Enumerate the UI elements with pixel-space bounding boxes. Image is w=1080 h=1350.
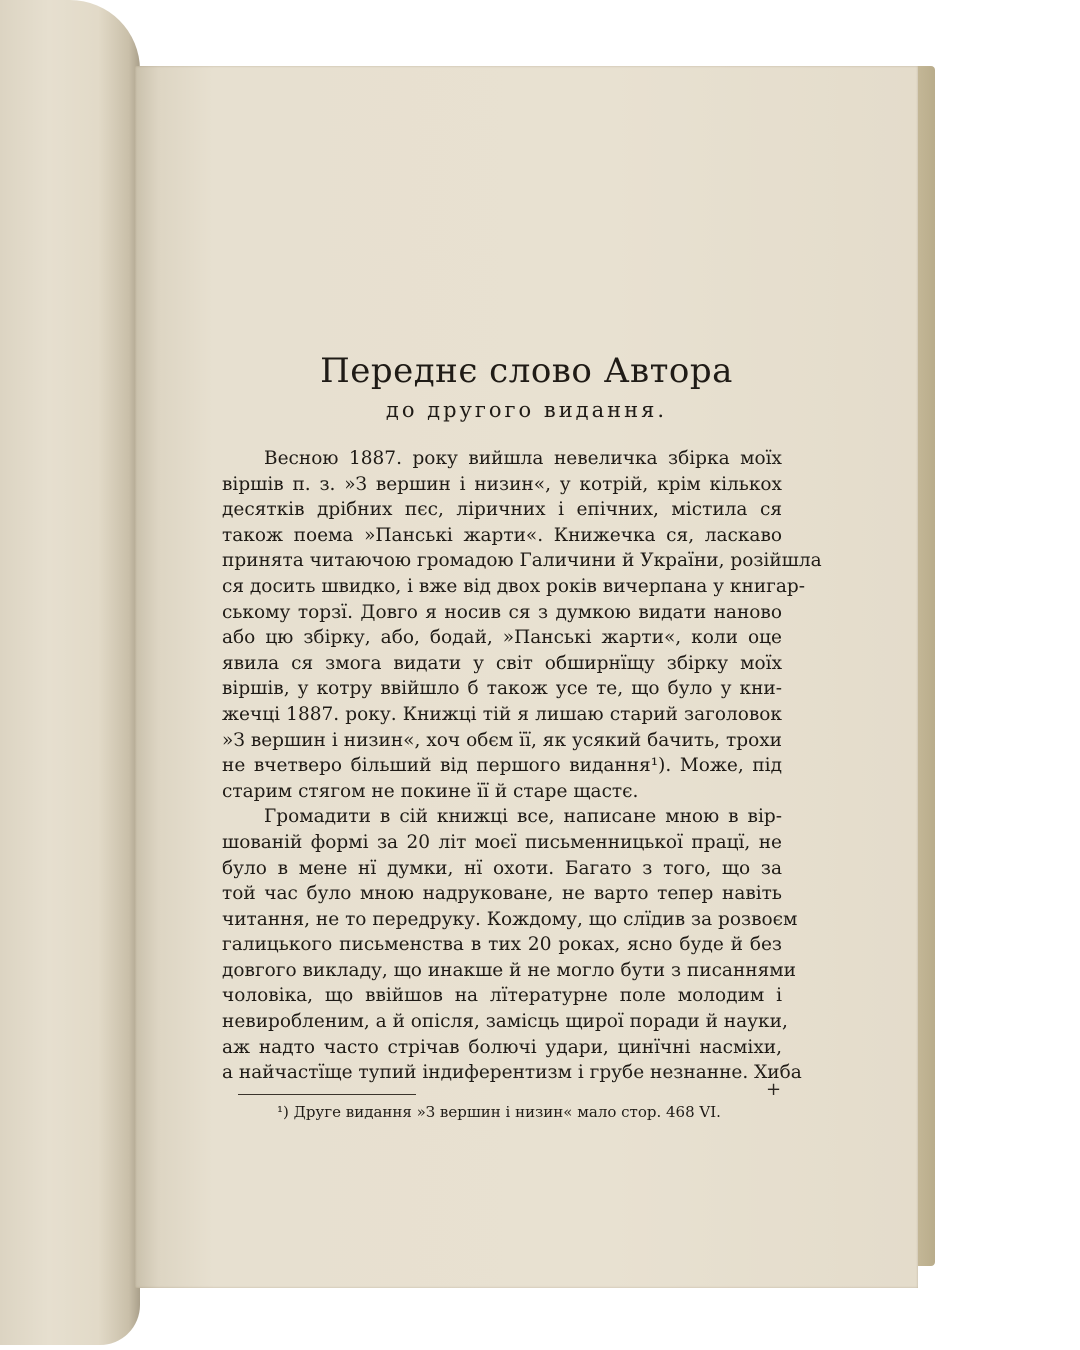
text-line: шованій формі за 20 літ моєї письменницької працї, не (222, 831, 782, 853)
footnote-rule (238, 1094, 416, 1095)
text-line: той час було мною надруковане, не варто тепер навіть (222, 883, 782, 905)
text-line: довгого викладу, що инакше й не могло бути з писаннями (222, 959, 797, 981)
text-line: невиробленим, а й опісля, замісць щирої поради й науки, (222, 1011, 788, 1033)
body-text (222, 446, 822, 1086)
page-title: Переднє слово Автора (320, 351, 733, 391)
text-line: аж надто часто стрічав болючі удари, цинїчні насміхи, (222, 1036, 782, 1058)
footnote: ¹) Друге видання »З вершин і низин« мало стор. 468 VI. (277, 1103, 721, 1121)
text-line: »З вершин і низин«, хоч обєм її, як усякий бачить, трохи (222, 729, 782, 751)
text-line: жечці 1887. року. Книжці тій я лишаю старий заголовок (222, 703, 782, 725)
text-line: Весною 1887. року вийшла невеличка збірка моїх (264, 448, 782, 469)
book-page (135, 66, 918, 1288)
text-line: принята читаючою громадою Галичини й України, розійшла (222, 550, 822, 572)
text-line: також поема »Панські жарти«. Книжечка ся, ласкаво (222, 524, 782, 546)
text-line: десятків дрібних пєс, ліричних і епічних, містила ся (222, 499, 782, 521)
text-line: віршів п. з. »З вершин і низин«, у котрій, крім кількох (222, 473, 782, 495)
text-line: читання, не то передруку. Кождому, що слїдив за розвоєм (222, 908, 798, 930)
text-line: або цю збірку, або, бодай, »Панські жарти«, коли оце (222, 627, 782, 649)
text-line: старим стягом не покине її й старе щастє. (222, 780, 639, 802)
text-line: ся досить швидко, і вже від двох років вичерпана у книгар- (222, 575, 805, 597)
text-line: а найчастїще тупий індиферентизм і грубе незнанне. Хиба (222, 1062, 802, 1084)
pencil-plus-mark: + (766, 1079, 782, 1100)
left-page-edge (0, 0, 140, 1345)
text-line: віршів, у котру ввійшло б також усе те, що було у кни- (222, 678, 782, 700)
text-line: чоловіка, що ввійшов на лїтературне поле молодим і (222, 985, 782, 1007)
text-line: було в мене нї думки, нї охоти. Багато з того, що за (222, 857, 782, 879)
page-subtitle: до другого видання. (385, 398, 668, 422)
text-line: не вчетверо більший від першого видання¹). Може, під (222, 755, 782, 777)
text-line: Громадити в сій книжці все, написане мною в вір- (264, 806, 782, 828)
text-line: галицького письменства в тих 20 роках, ясно буде й без (222, 934, 782, 956)
text-line: ському торзї. Довго я носив ся з думкою видати наново (222, 601, 782, 623)
text-line: явила ся змога видати у світ обширнїщу збірку моїх (222, 652, 782, 674)
